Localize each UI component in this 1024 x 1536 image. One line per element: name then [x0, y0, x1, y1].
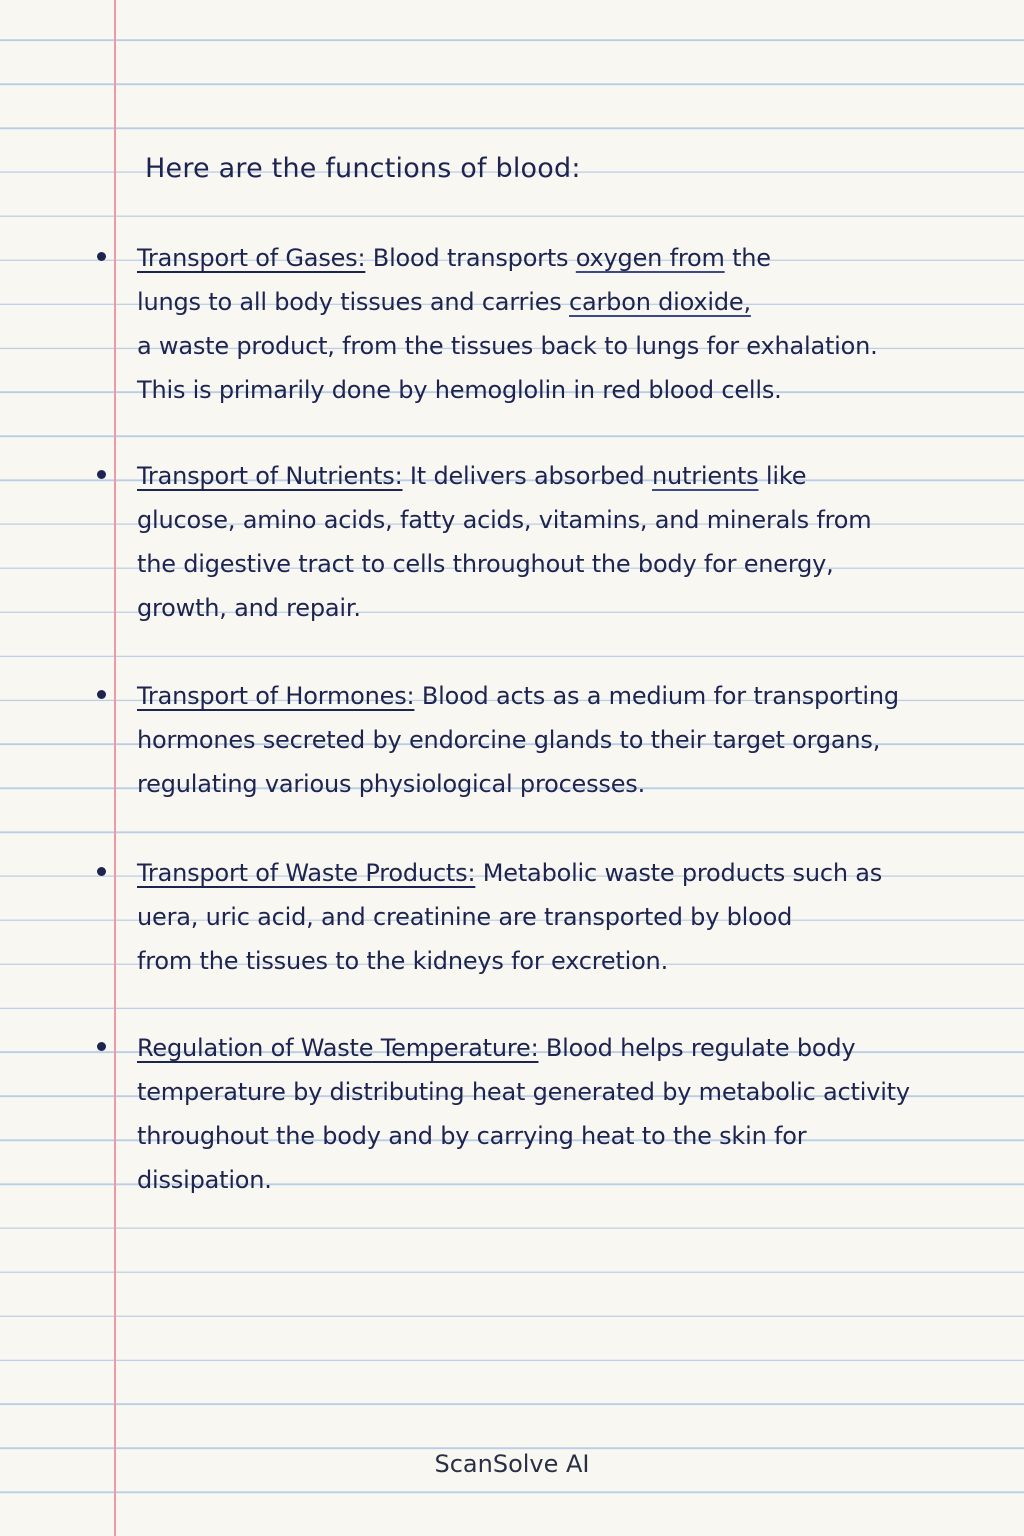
- list-item-transport-nutrients: [137, 454, 977, 630]
- underlined-term: carbon dioxide,: [569, 288, 751, 316]
- item-line: [137, 324, 977, 368]
- bullet-icon: [97, 867, 106, 876]
- item-line: [137, 586, 977, 630]
- item-text: Blood transports: [365, 244, 576, 272]
- item-line: [137, 674, 977, 718]
- item-line: [137, 498, 977, 542]
- item-line: [137, 1070, 977, 1114]
- bullet-icon: [97, 470, 106, 479]
- list-item-regulation-temperature: [137, 1026, 977, 1202]
- item-heading: Transport of Nutrients:: [137, 462, 403, 490]
- intro-text: Here are the functions of blood:: [145, 153, 581, 184]
- item-text: lungs to all body tissues and carries: [137, 288, 569, 316]
- item-text: temperature by distributing heat generated by metabolic activity: [137, 1078, 910, 1106]
- list-item-transport-gases: [137, 236, 977, 412]
- bullet-icon: [97, 690, 106, 699]
- item-heading: Transport of Waste Products:: [137, 859, 476, 887]
- item-line: [137, 454, 977, 498]
- item-text: like: [758, 462, 807, 490]
- item-text: It delivers absorbed: [402, 462, 653, 490]
- item-line: [137, 280, 977, 324]
- item-line: [137, 895, 977, 939]
- item-text: the digestive tract to cells throughout the body for energy,: [137, 550, 834, 578]
- bullet-icon: [97, 1042, 106, 1051]
- footer-watermark: ScanSolve AI: [434, 1450, 590, 1478]
- underlined-term: oxygen from: [575, 244, 725, 272]
- item-line: [137, 236, 977, 280]
- item-text: This is primarily done by hemoglolin in red blood cells.: [137, 376, 782, 404]
- item-text: Blood helps regulate body: [538, 1034, 856, 1062]
- item-text: Blood acts as a medium for transporting: [414, 682, 899, 710]
- list-item-transport-hormones: [137, 674, 977, 806]
- item-heading: Regulation of Waste Temperature:: [137, 1034, 539, 1062]
- item-text: Metabolic waste products such as: [475, 859, 883, 887]
- item-heading: Transport of Hormones:: [137, 682, 415, 710]
- item-text: a waste product, from the tissues back to lungs for exhalation.: [137, 332, 878, 360]
- item-line: [137, 1026, 977, 1070]
- item-line: [137, 368, 977, 412]
- item-text: hormones secreted by endorcine glands to their target organs,: [137, 726, 881, 754]
- item-line: [137, 939, 977, 983]
- bullet-icon: [97, 252, 106, 261]
- item-text: dissipation.: [137, 1166, 272, 1194]
- list-item-transport-waste: [137, 851, 977, 983]
- item-line: [137, 762, 977, 806]
- item-text: the: [724, 244, 771, 272]
- item-text: growth, and repair.: [137, 594, 361, 622]
- item-text: throughout the body and by carrying heat to the skin for: [137, 1122, 807, 1150]
- item-line: [137, 542, 977, 586]
- item-text: from the tissues to the kidneys for excretion.: [137, 947, 668, 975]
- item-line: [137, 718, 977, 762]
- item-heading: Transport of Gases:: [137, 244, 366, 272]
- item-line: [137, 1158, 977, 1202]
- item-text: glucose, amino acids, fatty acids, vitamins, and minerals from: [137, 506, 872, 534]
- item-line: [137, 1114, 977, 1158]
- item-line: [137, 851, 977, 895]
- underlined-term: nutrients: [652, 462, 759, 490]
- item-text: regulating various physiological processes.: [137, 770, 646, 798]
- item-text: uera, uric acid, and creatinine are transported by blood: [137, 903, 793, 931]
